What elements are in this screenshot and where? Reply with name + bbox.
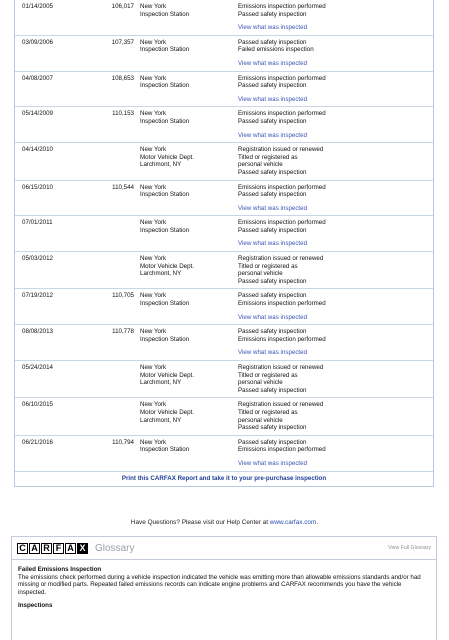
comment-line: Passed safety inspection — [238, 168, 307, 176]
comment-line: Titled or registered as — [238, 153, 298, 161]
comment-line: Emissions inspection performed — [238, 446, 326, 454]
record-odometer: 108,653 — [111, 74, 134, 82]
glossary-title: Glossary — [95, 542, 135, 554]
source-line: Larchmont, NY — [140, 161, 182, 169]
source-line: New York — [140, 328, 167, 336]
comment-line: Passed safety inspection — [238, 226, 307, 234]
record-source — [140, 328, 238, 357]
source-line: Inspection Station — [140, 300, 190, 308]
source-line: Inspection Station — [140, 191, 190, 199]
record-date: 01/14/2005 — [22, 3, 53, 10]
record-source — [140, 219, 238, 248]
record-source — [140, 110, 238, 139]
view-inspection-link[interactable]: View what was inspected — [238, 95, 308, 103]
source-line: Inspection Station — [140, 446, 190, 454]
record-comments — [238, 328, 429, 357]
comment-line: Emissions inspection performed — [238, 110, 326, 118]
source-line: Inspection Station — [140, 226, 190, 234]
comment-line: Passed safety inspection — [238, 277, 307, 285]
source-line: New York — [140, 255, 167, 263]
record-source — [140, 146, 238, 176]
record-date: 05/24/2014 — [22, 364, 53, 371]
comment-line: Passed safety inspection — [238, 117, 307, 125]
comment-line: Registration issued or renewed — [238, 364, 324, 371]
record-date: 04/08/2007 — [22, 74, 53, 82]
record-comments — [238, 219, 429, 248]
source-line: New York — [140, 364, 167, 371]
record-comments — [238, 184, 429, 213]
record-date: 06/15/2010 — [22, 183, 53, 191]
record-odometer: 110,794 — [112, 438, 134, 446]
record-date: 06/10/2015 — [22, 401, 53, 409]
source-line: New York — [140, 110, 167, 118]
record-comments — [238, 3, 429, 32]
record-comments — [238, 364, 429, 394]
logo-letter: A — [29, 543, 40, 554]
view-inspection-link[interactable]: View what was inspected — [238, 459, 308, 467]
record-comments — [238, 146, 429, 176]
view-inspection-link[interactable]: View what was inspected — [238, 24, 308, 32]
comment-line: Passed safety inspection — [238, 82, 307, 90]
comment-line: Titled or registered as — [238, 262, 298, 270]
history-record-row — [15, 143, 433, 180]
record-odometer — [86, 219, 140, 248]
source-line: Inspection Station — [140, 335, 190, 343]
logo-letter: X — [77, 543, 88, 554]
comment-line: Titled or registered as — [238, 371, 298, 379]
record-source — [140, 184, 238, 213]
comment-line: Passed safety inspection — [238, 10, 307, 18]
record-comments — [238, 439, 429, 468]
record-date: 07/01/2011 — [22, 219, 53, 227]
glossary-definition: The emissions check performed during a vehicle inspection indicated the vehicle was emitting more than allowable emissions standards and/or had missing or modified parts. Repeated failed emissions records can indicate engine problems and CARFAX recommends you have the vehicle inspected. — [18, 573, 421, 596]
record-source — [140, 292, 238, 321]
history-record-row — [15, 252, 433, 289]
comment-line: Passed safety inspection — [238, 38, 307, 46]
comment-line: Emissions inspection performed — [238, 335, 326, 343]
glossary-panel — [11, 536, 437, 640]
source-line: Inspection Station — [140, 46, 190, 54]
history-record-row — [15, 436, 433, 472]
comment-line: Registration issued or renewed — [238, 255, 324, 263]
source-line: Motor Vehicle Dept. — [140, 408, 194, 416]
source-line: New York — [140, 146, 167, 154]
comment-line: personal vehicle — [238, 379, 283, 387]
record-odometer — [86, 146, 140, 176]
record-comments — [238, 39, 429, 68]
help-center-line — [0, 519, 449, 526]
record-odometer: 107,357 — [111, 38, 134, 46]
source-line: New York — [140, 38, 167, 46]
history-record-row — [15, 289, 433, 325]
source-line: Motor Vehicle Dept. — [140, 262, 194, 270]
source-line: New York — [140, 438, 167, 446]
help-end: . — [316, 519, 319, 526]
logo-letter: A — [65, 543, 76, 554]
history-record-row — [15, 107, 433, 143]
record-source — [140, 255, 238, 285]
comment-line: Passed safety inspection — [238, 386, 307, 394]
view-inspection-link[interactable]: View what was inspected — [238, 313, 308, 321]
history-record-row — [15, 181, 433, 217]
print-report-link[interactable]: Print this CARFAX Report and take it to your pre-purchase inspection — [121, 475, 327, 483]
comment-line: personal vehicle — [238, 161, 283, 169]
glossary-term: Inspections — [18, 602, 53, 610]
record-odometer: 110,705 — [112, 292, 134, 300]
logo-letter: F — [53, 543, 64, 554]
source-line: New York — [140, 183, 167, 191]
view-inspection-link[interactable]: View what was inspected — [238, 59, 308, 67]
record-odometer — [86, 401, 140, 431]
record-odometer: 110,544 — [112, 183, 134, 191]
comment-line: personal vehicle — [238, 270, 283, 278]
record-odometer — [86, 364, 140, 394]
history-record-row — [15, 0, 433, 36]
logo-letter: R — [41, 543, 52, 554]
source-line: New York — [140, 219, 167, 227]
record-comments — [238, 255, 429, 285]
record-date: 05/03/2012 — [22, 255, 53, 263]
glossary-body — [12, 560, 436, 616]
view-inspection-link[interactable]: View what was inspected — [238, 204, 308, 212]
history-record-row — [15, 361, 433, 398]
history-rows — [15, 0, 433, 472]
comment-line: Emissions inspection performed — [238, 300, 326, 308]
comment-line: Passed safety inspection — [238, 292, 307, 300]
record-date: 05/14/2009 — [22, 110, 53, 118]
view-inspection-link[interactable]: View what was inspected — [238, 349, 308, 357]
source-line: New York — [140, 3, 167, 10]
comment-line: Passed safety inspection — [238, 438, 307, 446]
record-date: 03/09/2006 — [22, 38, 53, 46]
history-record-row — [15, 72, 433, 108]
glossary-header — [12, 537, 436, 560]
history-record-row — [15, 325, 433, 361]
comment-line: Emissions inspection performed — [238, 3, 326, 10]
carfax-logo — [17, 543, 89, 554]
source-line: New York — [140, 74, 167, 82]
glossary-term: Failed Emissions Inspection — [18, 566, 102, 573]
record-odometer: 106,017 — [111, 3, 134, 10]
record-source — [140, 364, 238, 394]
record-comments — [238, 75, 429, 104]
view-inspection-link[interactable]: View what was inspected — [238, 131, 308, 139]
record-comments — [238, 292, 429, 321]
record-source — [140, 401, 238, 431]
record-odometer — [86, 255, 140, 285]
source-line: Larchmont, NY — [140, 379, 182, 387]
record-source — [140, 3, 238, 32]
record-comments — [238, 110, 429, 139]
record-odometer: 110,153 — [112, 110, 134, 118]
source-line: Motor Vehicle Dept. — [140, 153, 194, 161]
vehicle-history-table — [14, 0, 434, 487]
history-record-row — [15, 216, 433, 252]
view-full-glossary-link[interactable]: View Full Glossary — [388, 545, 431, 551]
comment-line: Failed emissions inspection — [238, 46, 314, 54]
source-line: Larchmont, NY — [140, 270, 182, 278]
comment-line: Emissions inspection performed — [238, 183, 326, 191]
comment-line: Passed safety inspection — [238, 424, 307, 432]
view-inspection-link[interactable]: View what was inspected — [238, 240, 308, 248]
record-date: 06/21/2016 — [22, 438, 53, 446]
source-line: Inspection Station — [140, 117, 190, 125]
record-source — [140, 75, 238, 104]
comment-line: Registration issued or renewed — [238, 146, 324, 154]
source-line: Inspection Station — [140, 82, 190, 90]
source-line: Motor Vehicle Dept. — [140, 371, 194, 379]
comment-line: Emissions inspection performed — [238, 74, 326, 82]
record-odometer: 110,778 — [112, 328, 134, 336]
comment-line: personal vehicle — [238, 416, 283, 424]
help-center-link[interactable]: www.carfax.com — [269, 519, 317, 526]
record-date: 04/14/2010 — [22, 146, 53, 154]
source-line: Larchmont, NY — [140, 416, 182, 424]
comment-line: Registration issued or renewed — [238, 401, 324, 409]
record-comments — [238, 401, 429, 431]
source-line: New York — [140, 292, 167, 300]
logo-letter: C — [17, 543, 28, 554]
comment-line: Titled or registered as — [238, 408, 298, 416]
record-date: 07/19/2012 — [22, 292, 53, 300]
record-date: 08/08/2013 — [22, 328, 53, 336]
comment-line: Passed safety inspection — [238, 328, 307, 336]
source-line: Inspection Station — [140, 10, 190, 18]
comment-line: Emissions inspection performed — [238, 219, 326, 227]
history-record-row — [15, 36, 433, 72]
record-source — [140, 39, 238, 68]
source-line: New York — [140, 401, 167, 409]
comment-line: Passed safety inspection — [238, 191, 307, 199]
help-text: Have Questions? Please visit our Help Center at — [130, 519, 270, 526]
record-source — [140, 439, 238, 468]
history-record-row — [15, 398, 433, 435]
